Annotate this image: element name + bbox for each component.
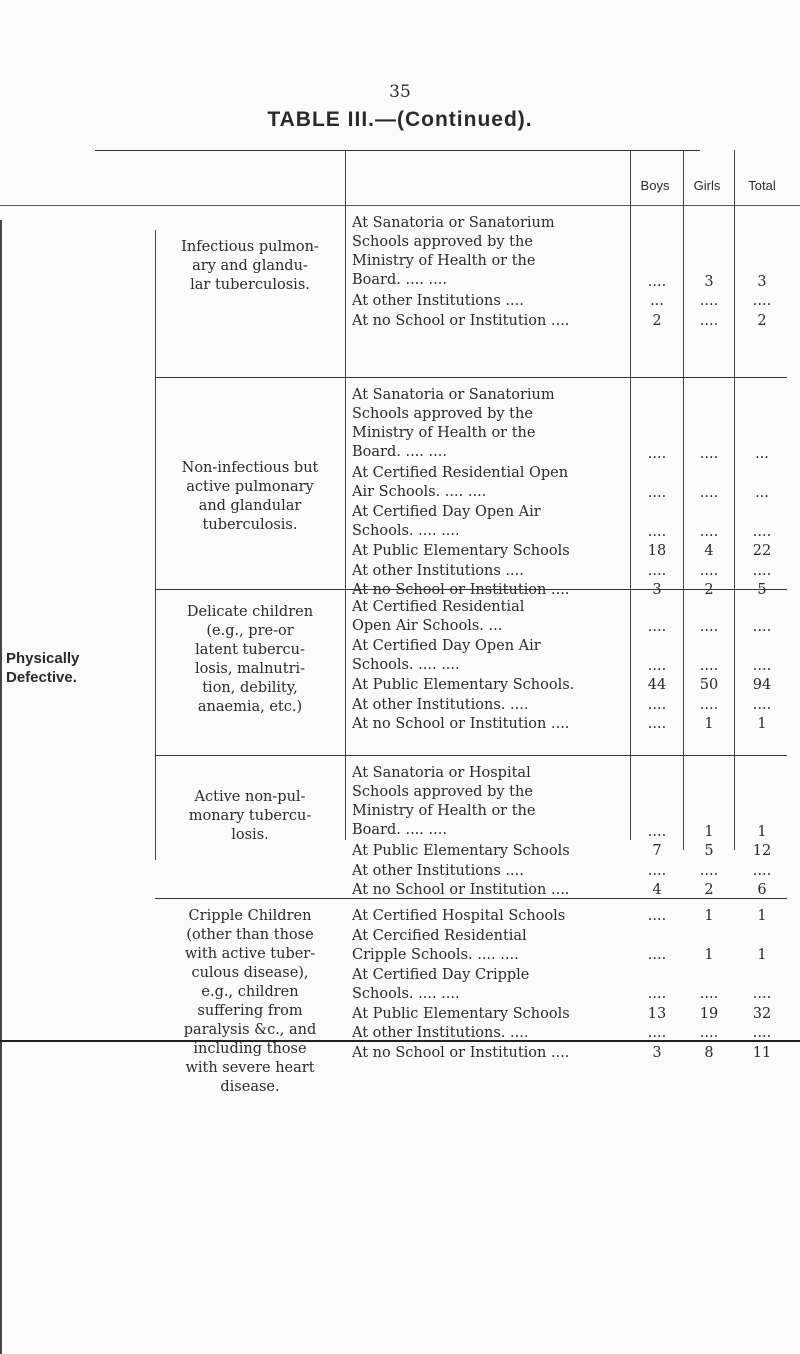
row-label: [352, 386, 630, 462]
cell-boys: ....: [647, 823, 667, 840]
row-label: [352, 1044, 630, 1063]
cell-boys: ...: [650, 293, 664, 309]
cell-girls: ....: [699, 523, 719, 540]
category-line: tuberculosis.: [202, 517, 298, 534]
row-label: [352, 637, 630, 675]
row-label-line: At Public Elementary Schools: [352, 843, 570, 859]
row-label: [352, 927, 630, 965]
row-label: [352, 503, 630, 541]
row-label: [352, 715, 630, 734]
row-label: [352, 464, 630, 502]
page-number: 35: [389, 82, 411, 102]
cell-boys: 13: [647, 1005, 667, 1022]
row-label-line: Schools. .... ....: [352, 985, 460, 1002]
row-label: [352, 676, 630, 695]
row-label-line: At no School or Institution ....: [352, 716, 570, 732]
cell-boys: ....: [647, 484, 667, 501]
category-label: [160, 459, 340, 535]
row-label-line: At other Institutions ....: [352, 562, 524, 579]
row-label-line: At Sanatoria or Sanatorium: [352, 387, 555, 403]
row-label-line: Ministry of Health or the: [352, 803, 536, 819]
category-line: tion, debility,: [202, 679, 298, 696]
cell-boys: 44: [647, 677, 667, 693]
cell-total: ....: [752, 523, 772, 540]
row-label-line: At no School or Institution ....: [352, 312, 570, 329]
cell-total: ....: [752, 618, 772, 635]
cell-girls: ....: [699, 562, 719, 579]
cell-total: ....: [752, 986, 772, 1002]
category-line: (other than those: [186, 927, 314, 943]
cell-girls: ....: [699, 484, 719, 501]
cell-boys: ....: [647, 862, 667, 879]
cell-girls: 2: [704, 582, 714, 598]
category-line: disease.: [220, 1079, 280, 1095]
cell-girls: 1: [704, 908, 714, 924]
cell-girls: 1: [704, 823, 714, 840]
side-label-line: Physically: [6, 650, 80, 667]
cell-total: 1: [757, 823, 767, 840]
row-label: [352, 1024, 630, 1043]
row-label-line: At Certified Day Open Air: [352, 638, 541, 654]
row-label: [352, 764, 630, 840]
category-line: losis, malnutri-: [194, 660, 306, 677]
row-label-line: At other Institutions ....: [352, 862, 524, 879]
cell-boys: ....: [647, 696, 667, 713]
header-top-rule: [95, 150, 700, 151]
cell-total: 1: [757, 908, 767, 924]
category-line: ary and glandu-: [192, 258, 308, 275]
row-label-line: At Cercified Residential: [352, 927, 527, 944]
cell-total: ...: [755, 484, 769, 501]
category-line: Active non-pul-: [194, 789, 306, 806]
cell-total: 22: [752, 543, 772, 559]
cell-boys: ....: [647, 273, 667, 290]
cell-boys: 3: [652, 582, 662, 598]
row-label: [352, 598, 630, 636]
row-label-line: At other Institutions. ....: [352, 696, 529, 713]
row-label-line: Cripple Schools. .... ....: [352, 946, 519, 963]
category-line: active pulmonary: [186, 479, 314, 496]
row-label-line: At other Institutions ....: [352, 293, 524, 309]
cell-boys: ....: [647, 445, 667, 462]
row-label: [352, 842, 630, 861]
cell-boys: ....: [647, 716, 667, 732]
cell-boys: 7: [652, 843, 662, 859]
cell-total: 5: [757, 582, 767, 598]
row-label-line: Schools approved by the: [352, 406, 533, 422]
cell-total: 6: [757, 882, 767, 898]
cell-total: ....: [752, 293, 772, 309]
category-line: with active tuber-: [184, 946, 316, 962]
cell-girls: ....: [699, 696, 719, 713]
row-label-line: At no School or Institution ....: [352, 582, 570, 598]
category-line: Infectious pulmon-: [181, 239, 319, 256]
category-line: including those: [193, 1041, 307, 1057]
cell-girls: 8: [704, 1044, 714, 1061]
cell-girls: 3: [704, 273, 714, 290]
cell-total: 32: [752, 1005, 772, 1022]
cell-girls: ....: [699, 986, 719, 1002]
row-label-line: Air Schools. .... ....: [352, 484, 487, 500]
cell-total: ....: [752, 696, 772, 713]
row-label: [352, 862, 630, 881]
group-rule-3: [155, 755, 787, 756]
cell-girls: ....: [699, 657, 719, 674]
cell-girls: ....: [699, 618, 719, 635]
cell-total: 94: [752, 677, 772, 693]
side-label: [6, 649, 146, 687]
row-label-line: At Sanatoria or Hospital: [352, 765, 531, 781]
row-label-line: At Public Elementary Schools: [352, 543, 570, 559]
cell-girls: 1: [704, 716, 714, 732]
row-label: [352, 881, 630, 900]
cell-girls: 19: [699, 1005, 719, 1022]
row-label-line: At Certified Residential: [352, 599, 525, 615]
row-label: [352, 562, 630, 581]
table-title: TABLE III.—(Continued).: [267, 108, 533, 131]
category-line: Non-infectious but: [181, 460, 319, 477]
rule-side-label: [155, 230, 156, 860]
cell-total: ...: [755, 445, 769, 462]
side-label-line: Defective.: [6, 669, 77, 686]
cell-total: 12: [752, 843, 772, 859]
cell-girls: 1: [704, 947, 714, 963]
category-line: Cripple Children: [188, 908, 312, 924]
cell-girls: ....: [699, 445, 719, 462]
category-label: [160, 603, 340, 717]
row-label: [352, 292, 630, 311]
row-label-line: At Certified Residential Open: [352, 465, 569, 481]
category-line: paralysis &c., and: [183, 1022, 317, 1038]
row-label-line: Ministry of Health or the: [352, 253, 536, 269]
category-line: with severe heart: [185, 1060, 315, 1076]
row-label: [352, 966, 630, 1004]
cell-boys: ....: [647, 1025, 667, 1041]
cell-total: 1: [757, 716, 767, 732]
cell-boys: ....: [647, 657, 667, 674]
category-line: suffering from: [197, 1003, 303, 1019]
row-label: [352, 312, 630, 331]
cell-boys: ....: [647, 562, 667, 579]
header-bottom-rule: [0, 205, 800, 206]
header-total: Total: [748, 178, 776, 193]
row-label-line: At Public Elementary Schools: [352, 1005, 570, 1022]
row-label: [352, 696, 630, 715]
row-label-line: Board. .... ....: [352, 272, 447, 288]
row-label-line: At Certified Hospital Schools: [352, 908, 566, 924]
row-label: [352, 214, 630, 290]
cell-girls: 50: [699, 677, 719, 693]
cell-boys: 3: [652, 1044, 662, 1061]
row-label-line: At no School or Institution ....: [352, 1044, 570, 1061]
header-girls: Girls: [693, 178, 721, 193]
row-label-line: Board. .... ....: [352, 822, 447, 838]
category-label: [160, 907, 340, 1097]
row-label-line: Schools approved by the: [352, 234, 533, 250]
cell-boys: 18: [647, 543, 667, 559]
cell-boys: ....: [647, 908, 667, 924]
category-line: losis.: [231, 827, 269, 844]
cell-total: 2: [757, 312, 767, 329]
cell-girls: 2: [704, 882, 714, 898]
row-label-line: Board. .... ....: [352, 444, 447, 460]
cell-boys: ....: [647, 618, 667, 635]
row-label-line: Schools. .... ....: [352, 657, 460, 673]
rule-left: [0, 220, 2, 1354]
category-line: e.g., children: [201, 984, 299, 1000]
row-label-line: Ministry of Health or the: [352, 425, 536, 441]
cell-girls: ....: [699, 312, 719, 329]
cell-girls: ....: [699, 862, 719, 879]
category-line: culous disease),: [191, 965, 309, 981]
row-label: [352, 1005, 630, 1024]
row-label-line: At Certified Day Cripple: [352, 966, 530, 983]
cell-girls: 5: [704, 843, 714, 859]
category-label: [160, 238, 340, 295]
cell-boys: ....: [647, 986, 667, 1002]
row-label-line: At Public Elementary Schools.: [352, 677, 575, 693]
category-line: monary tubercu-: [188, 808, 312, 825]
row-label-line: At Sanatoria or Sanatorium: [352, 215, 555, 231]
category-line: Delicate children: [186, 603, 314, 620]
cell-girls: ....: [699, 293, 719, 309]
row-label: [352, 907, 630, 926]
cell-boys: 2: [652, 312, 662, 329]
category-line: and glandular: [198, 498, 302, 515]
cell-boys: ....: [647, 947, 667, 963]
cell-total: 1: [757, 947, 767, 963]
category-label: [160, 788, 340, 845]
cell-girls: ....: [699, 1025, 719, 1041]
row-label-line: Schools. .... ....: [352, 523, 460, 539]
row-label-line: Schools approved by the: [352, 784, 533, 800]
cell-total: ....: [752, 562, 772, 579]
cell-boys: ....: [647, 523, 667, 540]
cell-boys: 4: [652, 882, 662, 898]
category-line: lar tuberculosis.: [190, 277, 310, 294]
cell-total: ....: [752, 862, 772, 879]
header-boys: Boys: [640, 178, 670, 193]
category-line: (e.g., pre-or: [206, 622, 294, 639]
row-label-line: At no School or Institution ....: [352, 882, 570, 898]
cell-total: ....: [752, 1025, 772, 1041]
row-label-line: Open Air Schools. ...: [352, 618, 503, 634]
rule-category: [345, 150, 346, 840]
cell-total: 11: [752, 1044, 772, 1061]
group-rule-1: [155, 377, 787, 378]
row-label-line: At Certified Day Open Air: [352, 504, 541, 520]
row-label: [352, 542, 630, 561]
cell-total: ....: [752, 657, 772, 674]
cell-girls: 4: [704, 543, 714, 559]
category-line: anaemia, etc.): [197, 698, 303, 715]
category-line: latent tubercu-: [195, 641, 305, 658]
row-label-line: At other Institutions. ....: [352, 1025, 529, 1041]
cell-total: 3: [757, 273, 767, 290]
